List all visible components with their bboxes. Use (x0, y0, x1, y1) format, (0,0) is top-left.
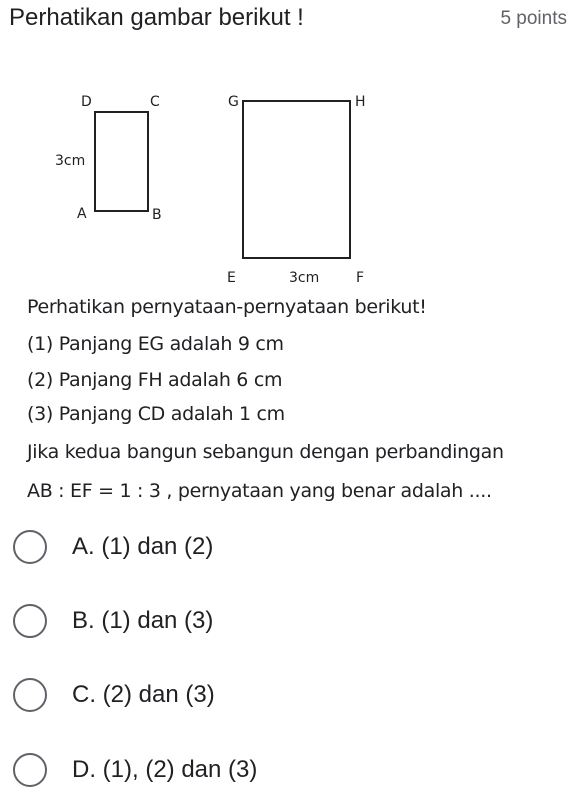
statement-2: (2) Panjang FH adalah 6 cm (27, 369, 283, 391)
large-rectangle (242, 100, 351, 259)
statements-intro: Perhatikan pernyataan-pernyataan berikut! (27, 296, 427, 318)
label-g: G (228, 94, 239, 110)
option-label: A. (1) dan (2) (72, 533, 214, 560)
option-label: D. (1), (2) dan (3) (72, 756, 258, 783)
label-large-bottom: 3cm (289, 270, 320, 286)
option-a[interactable] (0, 523, 588, 573)
option-b[interactable] (0, 597, 588, 647)
option-label: C. (2) dan (3) (72, 681, 215, 708)
label-c: C (150, 94, 160, 110)
question-title: Perhatikan gambar berikut ! (9, 4, 304, 31)
label-h: H (355, 94, 366, 110)
radio-button[interactable] (13, 604, 47, 638)
condition-line-1: Jika kedua bangun sebangun dengan perbandingan (27, 441, 504, 463)
label-f: F (356, 270, 365, 286)
label-d: D (81, 94, 92, 110)
label-b: B (152, 207, 162, 223)
statement-3: (3) Panjang CD adalah 1 cm (27, 403, 285, 425)
label-a: A (77, 206, 87, 222)
option-c[interactable] (0, 671, 588, 721)
small-rectangle (94, 111, 149, 212)
radio-button[interactable] (13, 530, 47, 564)
points-label: 5 points (500, 8, 567, 29)
label-e: E (227, 270, 236, 286)
radio-button[interactable] (13, 753, 47, 787)
radio-button[interactable] (13, 678, 47, 712)
option-d[interactable] (0, 746, 588, 796)
label-small-side: 3cm (55, 153, 86, 169)
question-figure (0, 0, 588, 300)
statement-1: (1) Panjang EG adalah 9 cm (27, 333, 284, 355)
option-label: B. (1) dan (3) (72, 607, 214, 634)
condition-line-2: AB : EF = 1 : 3 , pernyataan yang benar adalah .... (27, 480, 492, 502)
